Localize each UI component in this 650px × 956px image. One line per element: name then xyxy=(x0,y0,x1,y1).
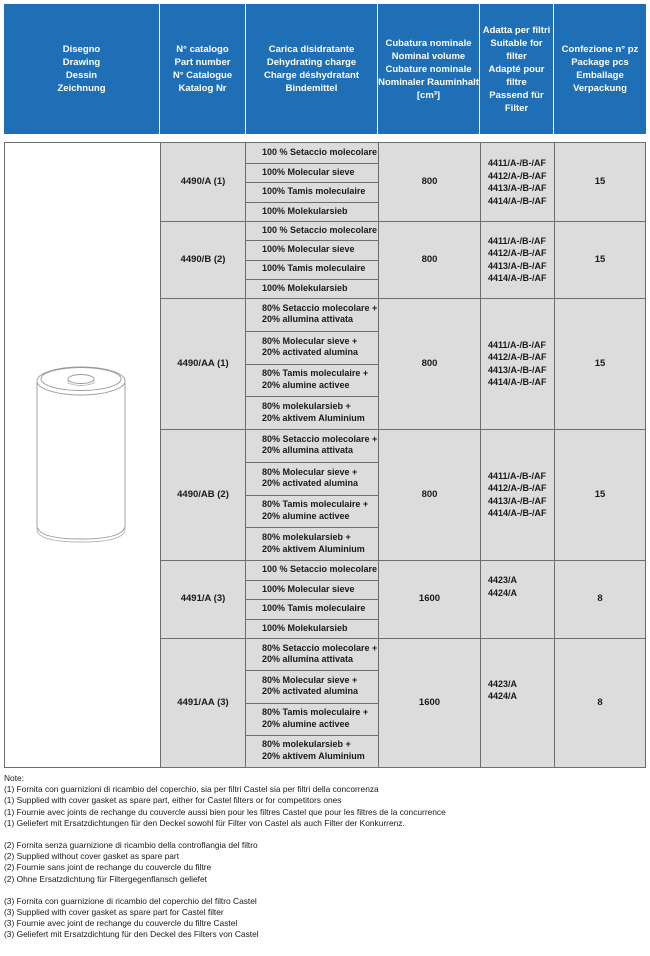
column-divider xyxy=(480,143,481,767)
note-line: (3) Fournie avec joint de rechange du couvercle du filtre Castel xyxy=(4,918,238,929)
part-number: 4490/B (2) xyxy=(180,253,226,265)
note-line: (3) Supplied with cover gasket as spare part for Castel filter xyxy=(4,907,224,918)
charge-item: 100% Molecular sieve xyxy=(262,166,355,177)
table-header xyxy=(4,4,646,134)
suitable-filters: 4411/A-/B-/AF 4412/A-/B-/AF 4413/A-/B-/AF 4414/A-/B-/AF xyxy=(488,158,547,206)
nominal-volume: 800 xyxy=(421,176,438,187)
suitable-filters: 4411/A-/B-/AF 4412/A-/B-/AF 4413/A-/B-/AF 4414/A-/B-/AF xyxy=(488,339,547,387)
header-package: Confezione n° pz Package pcs Emballage Verpackung xyxy=(561,44,639,94)
filter-cartridge-icon xyxy=(5,143,160,767)
charge-item: 80% Molecular sieve + 20% activated alumina xyxy=(262,335,359,358)
charge-item: 80% molekularsieb + 20% aktivem Aluminium xyxy=(262,401,365,423)
package-pcs: 8 xyxy=(597,593,603,604)
charge-item: 80% Tamis moleculaire + 20% alumine activee xyxy=(262,499,369,521)
package-pcs: 15 xyxy=(594,253,606,265)
charge-item: 80% molekularsieb + 20% aktivem Aluminium xyxy=(262,532,365,554)
charge-item: 100% Tamis moleculaire xyxy=(262,603,366,613)
charge-item: 100 % Setaccio molecolare xyxy=(262,224,378,235)
product-table xyxy=(4,142,646,768)
nominal-volume: 800 xyxy=(421,253,438,265)
note-line: (1) Supplied with cover gasket as spare part, either for Castel filters or for competitors ones xyxy=(4,795,342,806)
charge-item: 100% Molekularsieb xyxy=(262,205,348,216)
note-line: (1) Fornita con guarnizioni di ricambio del coperchio, sia per filtri Castel sia per filtri della concorrenza xyxy=(4,784,379,795)
charge-item: 100% Molecular sieve xyxy=(262,583,355,594)
header-catalog: N° catalogo Part number N° Catalogue Katalog Nr xyxy=(172,44,233,94)
header-charge: Carica disidratante Dehydrating charge Charge déshydratant Bindemittel xyxy=(263,44,360,94)
package-pcs: 8 xyxy=(597,696,603,708)
charge-item: 100% Molecular sieve xyxy=(262,244,355,255)
note-line: (3) Geliefert mit Ersatzdichtung für den Deckel des Filters von Castel xyxy=(4,929,259,940)
package-pcs: 15 xyxy=(594,176,606,187)
header-drawing: Disegno Drawing Dessin Zeichnung xyxy=(57,44,106,94)
nominal-volume: 1600 xyxy=(418,696,441,708)
note-line: (1) Geliefert mit Ersatzdichtungen für den Deckel sowohl für Filter von Castel als auch Filter der Konkurrenz. xyxy=(4,817,405,828)
nominal-volume: 1600 xyxy=(418,593,441,604)
charge-item: 80% Tamis moleculaire + 20% alumine activee xyxy=(262,707,369,729)
part-number: 4490/AB (2) xyxy=(177,488,229,500)
charge-item: 80% Setaccio molecolare + 20% allumina attivata xyxy=(262,433,378,456)
note-line: (2) Supplied without cover gasket as spare part xyxy=(4,851,180,862)
charge-item: 80% Molecular sieve + 20% activated alumina xyxy=(262,674,359,697)
part-number: 4491/A (3) xyxy=(180,593,226,604)
notes xyxy=(4,773,644,941)
package-pcs: 15 xyxy=(594,357,606,369)
nominal-volume: 800 xyxy=(421,357,438,369)
suitable-filters: 4423/A 4424/A xyxy=(488,575,518,598)
charge-item: 100 % Setaccio molecolare xyxy=(262,564,378,574)
part-number: 4490/AA (1) xyxy=(177,357,229,369)
charge-item: 100% Tamis moleculaire xyxy=(262,263,366,274)
charge-item: 100% Tamis moleculaire xyxy=(262,186,366,196)
charge-item: 100% Molekularsieb xyxy=(262,622,348,633)
note-line: (2) Fornita senza guarnizione di ricambio della controflangia del filtro xyxy=(4,840,258,851)
note-line: (1) Fournie avec joints de rechange du couvercle aussi bien pour les filtres Castel que pour les filtres de la concurrence xyxy=(4,806,446,817)
charge-item: 80% Tamis moleculaire + 20% alumine activee xyxy=(262,368,369,390)
suitable-filters: 4411/A-/B-/AF 4412/A-/B-/AF 4413/A-/B-/AF 4414/A-/B-/AF xyxy=(488,470,547,518)
filter-drawing xyxy=(5,143,160,767)
note-line: (2) Ohne Ersatzdichtung für Filtergegenflansch geliefet xyxy=(4,873,207,884)
charge-item: 80% Setaccio molecolare + 20% allumina attivata xyxy=(262,302,378,325)
suitable-filters: 4411/A-/B-/AF 4412/A-/B-/AF 4413/A-/B-/AF 4414/A-/B-/AF xyxy=(488,235,547,283)
charge-item: 80% Setaccio molecolare + 20% allumina attivata xyxy=(262,642,378,665)
header-volume: Cubatura nominale Nominal volume Cubature nominale Nominaler Rauminhalt [cm³] xyxy=(378,37,479,101)
part-number: 4490/A (1) xyxy=(180,176,226,187)
package-pcs: 15 xyxy=(594,488,606,500)
charge-item: 100 % Setaccio molecolare xyxy=(262,147,378,157)
notes-title: Note: xyxy=(4,773,25,783)
charge-item: 80% Molecular sieve + 20% activated alumina xyxy=(262,466,359,489)
part-number: 4491/AA (3) xyxy=(177,696,229,708)
nominal-volume: 800 xyxy=(421,488,438,500)
charge-item: 100% Molekularsieb xyxy=(262,282,348,293)
suitable-filters: 4423/A 4424/A xyxy=(488,678,518,701)
charge-item: 80% molekularsieb + 20% aktivem Aluminium xyxy=(262,739,365,761)
note-line: (3) Fornita con guarnizione di ricambio del coperchio del filtro Castel xyxy=(4,895,257,906)
header-suitable: Adatta per filtri Suitable for filter Adapté pour filtre Passend für Filter xyxy=(482,24,551,114)
note-line: (2) Fournie sans joint de rechange du couvercle du filtre xyxy=(4,862,212,873)
